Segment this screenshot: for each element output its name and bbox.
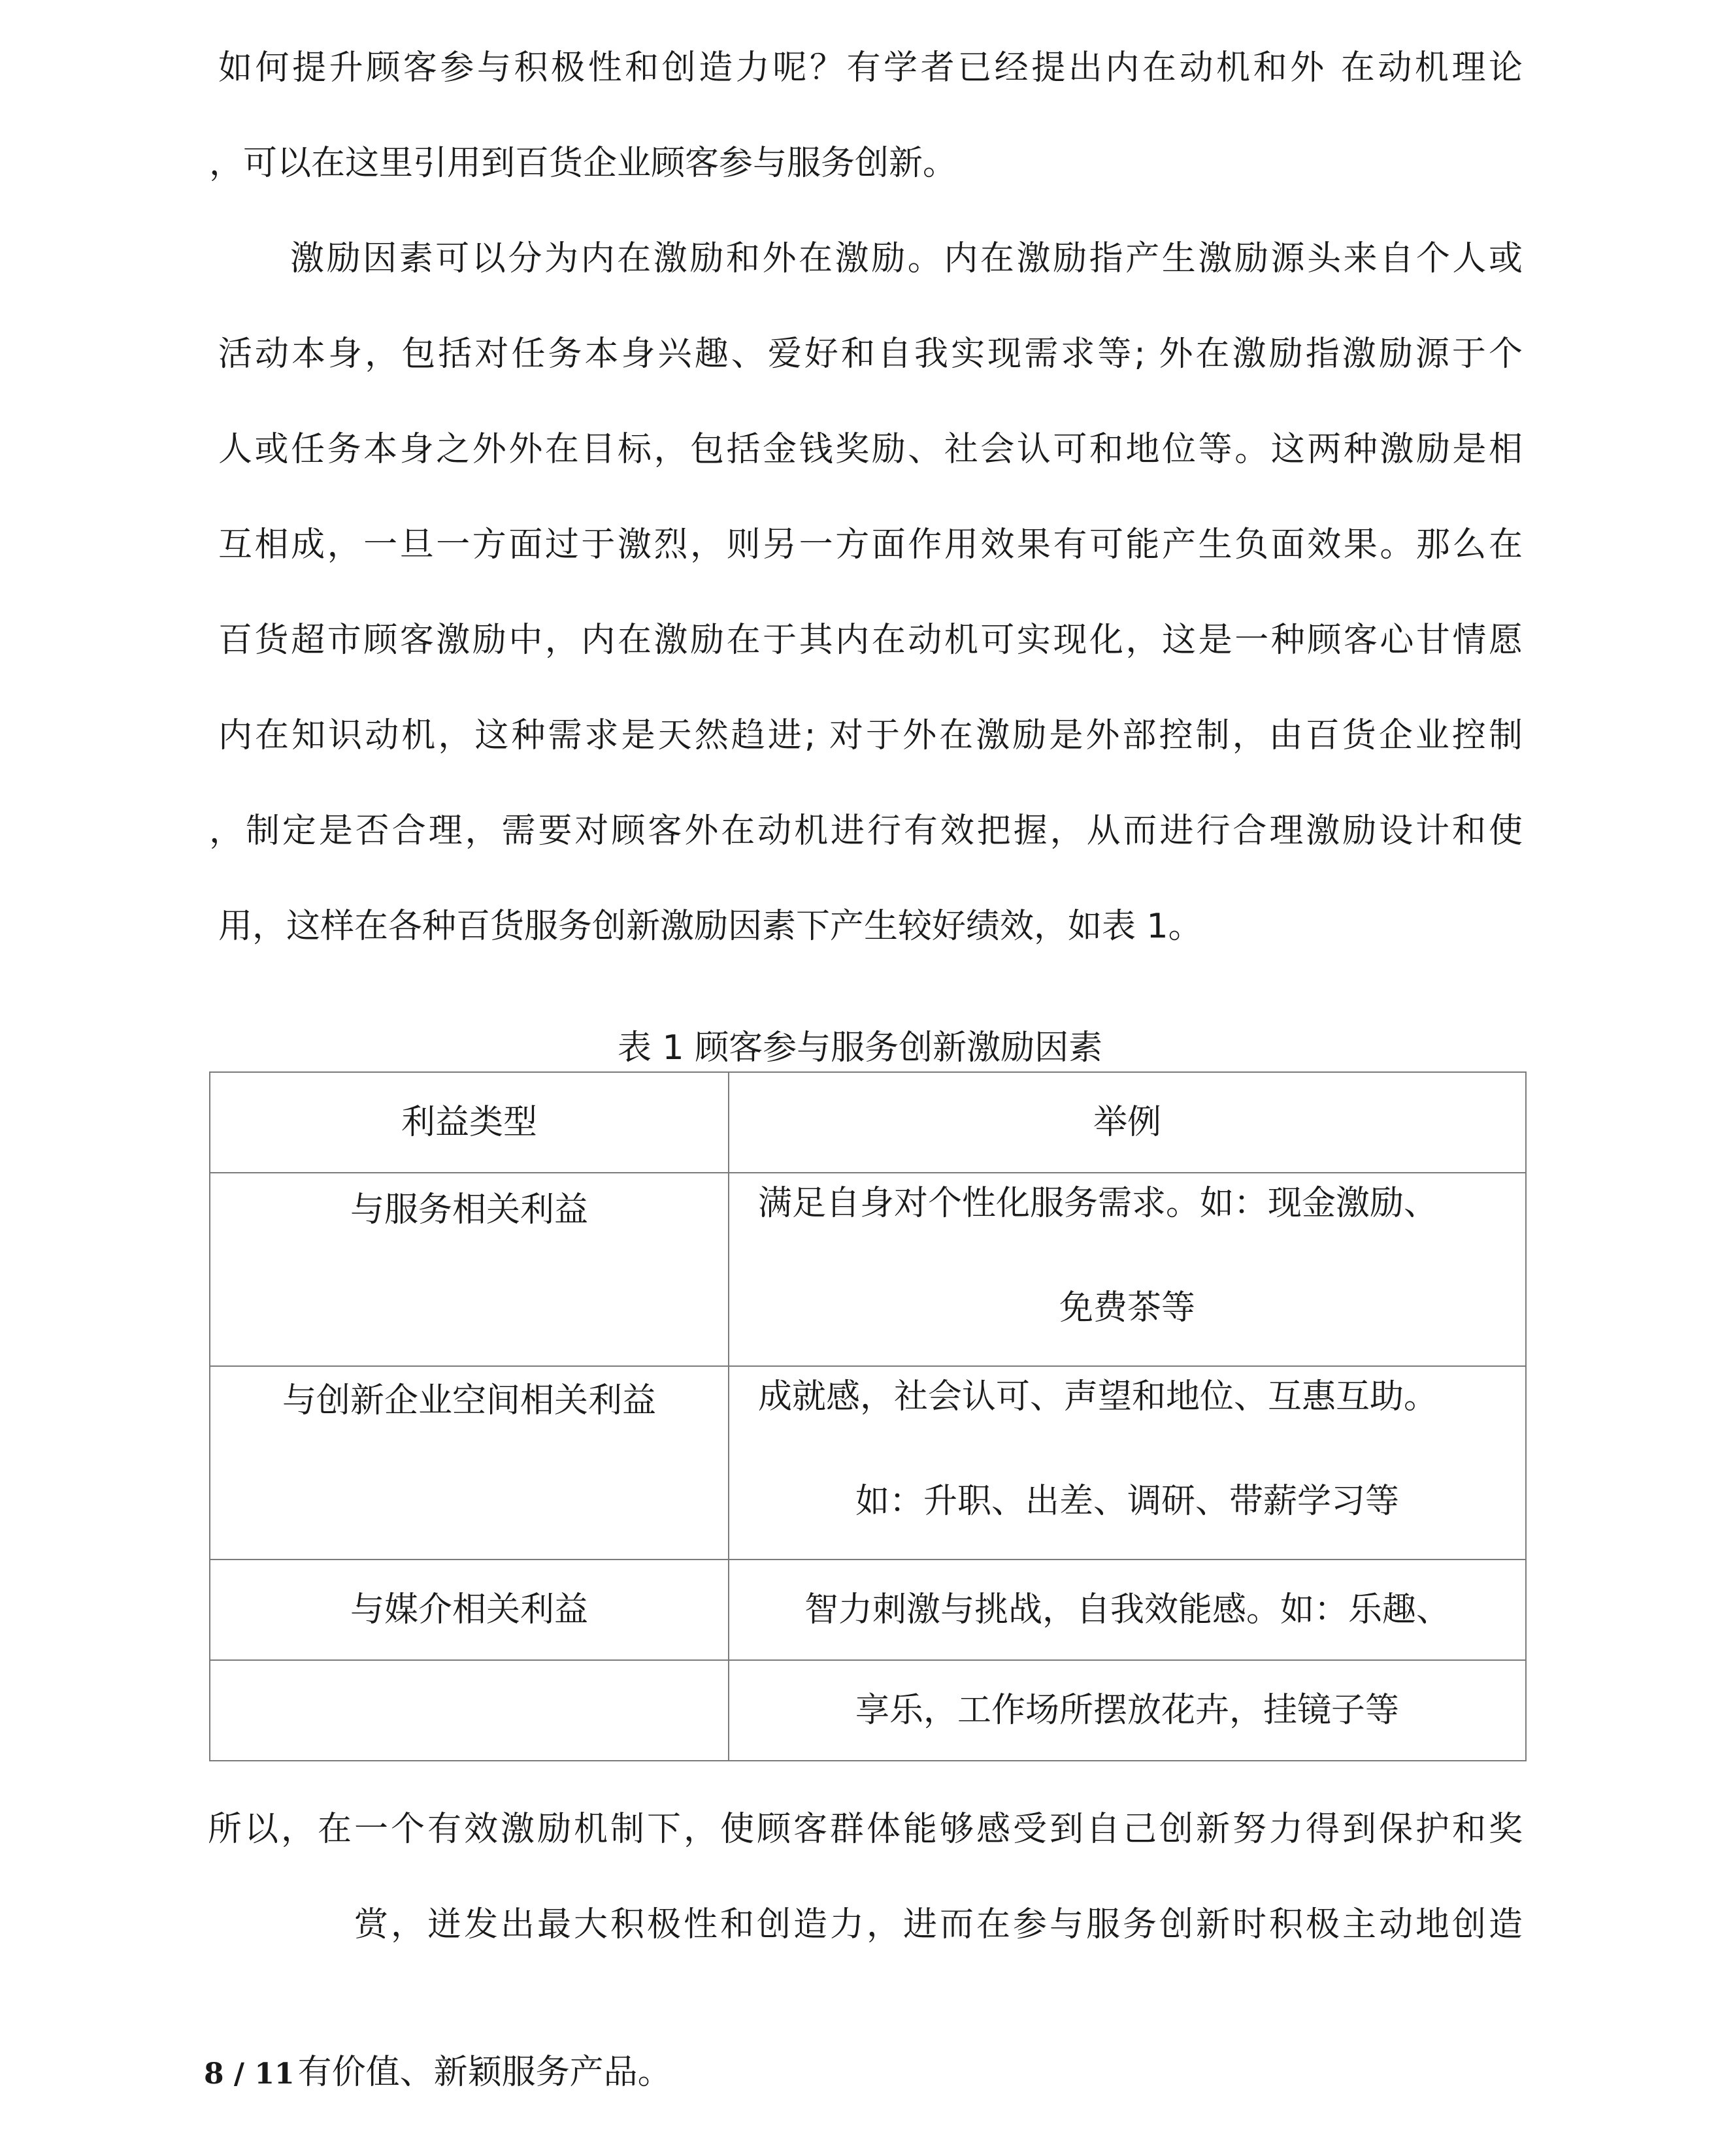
table-caption: 表 1 顾客参与服务创新激励因素 [617,1028,1103,1068]
example-line: 满足自身对个性化服务需求。如：现金激励、 [758,1184,1438,1223]
type-label: 与创新企业空间相关利益 [282,1381,656,1420]
table-cell-type [210,1173,729,1366]
table-row [210,1366,1526,1560]
paragraph-line: 活动本身，包括对任务本身兴趣、爱好和自我实现需求等; 外在激励指激励源于个 [218,335,1523,374]
incentive-factors-table [209,1071,1527,1761]
table-row [210,1173,1526,1366]
example-line: 智力刺激与挑战，自我效能感。如：乐趣、 [729,1560,1526,1660]
paragraph-line: ，制定是否合理，需要对顾客外在动机进行有效把握，从而进行合理激励设计和使 [209,811,1523,851]
paragraph-line: 激励因素可以分为内在激励和外在激励。内在激励指产生激励源头来自个人或 [290,239,1523,278]
table-header-cell: 举例 [729,1072,1526,1173]
footer-text: 有价值、新颖服务产品。 [297,2053,672,2092]
type-label: 与媒介相关利益 [210,1560,729,1660]
example-line: 免费茶等 [1059,1288,1195,1328]
paragraph-line: 互相成，一旦一方面过于激烈，则另一方面作用效果有可能产生负面效果。那么在 [218,525,1523,564]
paragraph-line: 所以，在一个有效激励机制下，使顾客群体能够感受到自己创新努力得到保护和奖 [208,1810,1523,1849]
type-label: 与服务相关利益 [350,1190,588,1230]
example-line: 如：升职、出差、调研、带薪学习等 [855,1482,1399,1521]
table-row [210,1560,1526,1660]
table-row [210,1660,1526,1761]
example-line: 享乐，工作场所摆放花卉，挂镜子等 [729,1660,1526,1761]
page-number: 8 / 11 [204,2057,295,2091]
table-cell-empty [210,1660,729,1761]
paragraph-line: 赏，迸发出最大积极性和创造力，进而在参与服务创新时积极主动地创造 [354,1905,1523,1944]
table-header-row [210,1072,1526,1173]
paragraph-line: 如何提升顾客参与积极性和创造力呢？有学者已经提出内在动机和外 在动机理论 [218,48,1523,88]
table-cell-example [729,1173,1526,1366]
example-line: 成就感，社会认可、声望和地位、互惠互助。 [758,1377,1438,1416]
page-footer [204,2051,672,2095]
paragraph-line: ，可以在这里引用到百货企业顾客参与服务创新。 [209,144,957,183]
paragraph-line: 内在知识动机，这种需求是天然趋进; 对于外在激励是外部控制，由百货企业控制 [218,716,1523,755]
paragraph-line: 百货超市顾客激励中，内在激励在于其内在动机可实现化，这是一种顾客心甘情愿 [218,621,1523,660]
paragraph-line: 用，这样在各种百货服务创新激励因素下产生较好绩效，如表 1。 [218,907,1202,946]
table-cell-type [210,1366,729,1560]
paragraph-line: 人或任务本身之外外在目标，包括金钱奖励、社会认可和地位等。这两种激励是相 [218,430,1523,469]
table-cell-example [729,1366,1526,1560]
table-header-cell: 利益类型 [210,1072,729,1173]
